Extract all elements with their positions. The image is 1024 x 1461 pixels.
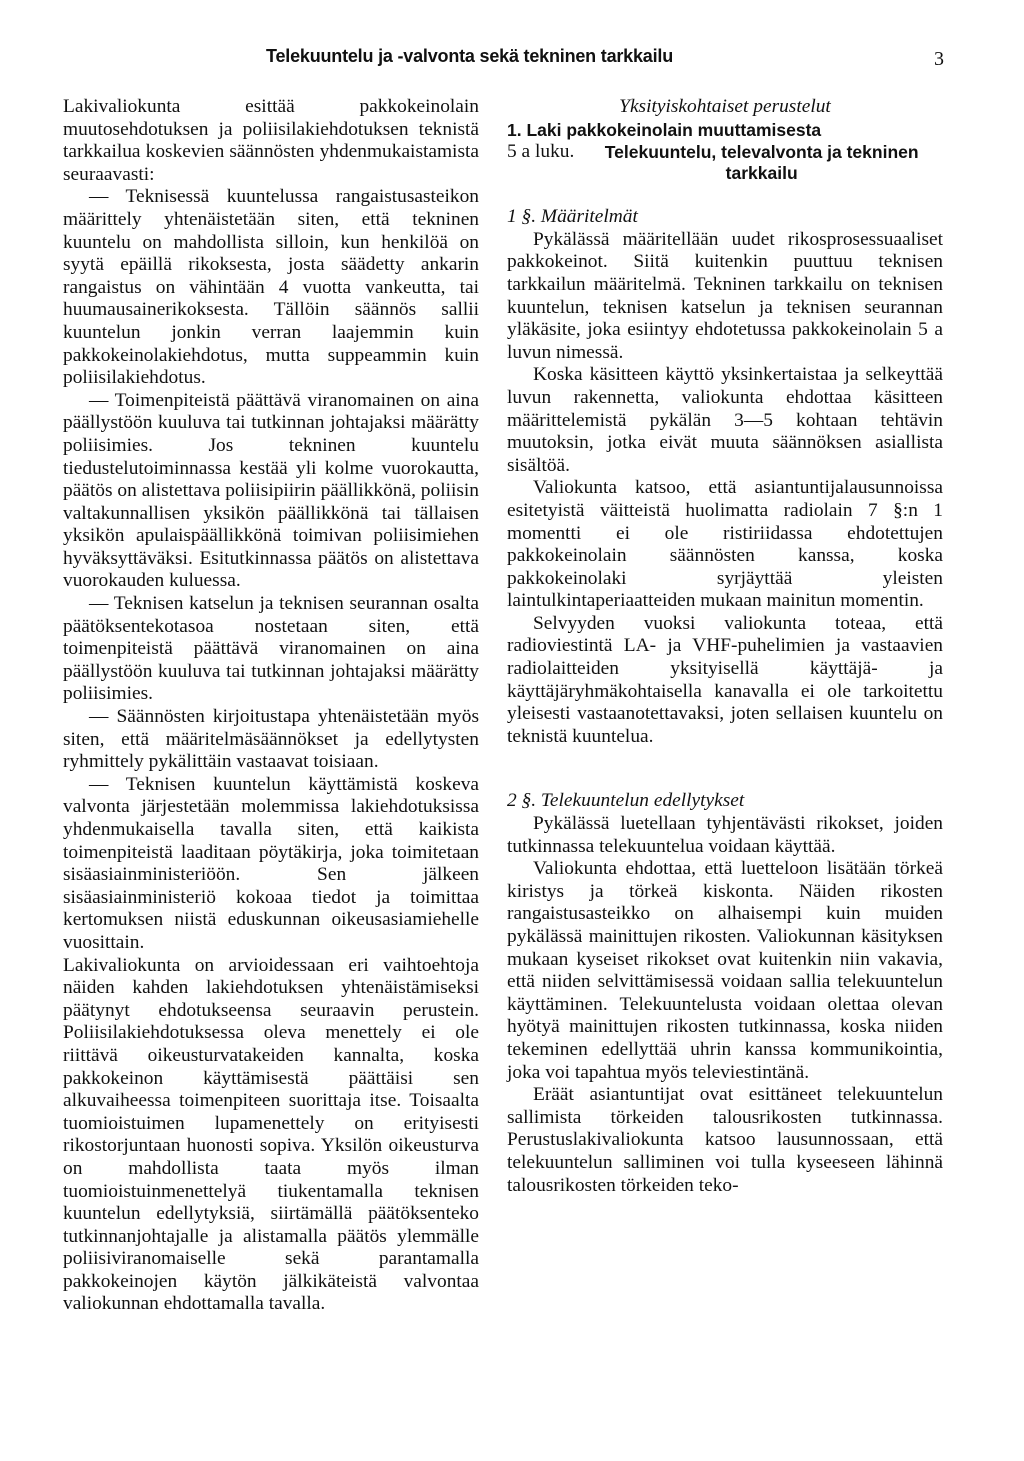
- body-paragraph: Valiokunta ehdottaa, että luetteloon lisätään törkeä kiristys ja törkeä kiskonta. Näiden rikosten rangaistusasteikko on alhaisempi kuin muiden pykälässä mainittujen rikosten. Valiokunnan käsityksen mukaan kyseiset rikokset ovat kuitenkin niin vakavia, että niiden selvittämisessä voidaan sallia telekuuntelun käyttäminen. Telekuuntelusta voidaan olettaa olevan hyötyä mainittujen rikosten tutkinnassa, koska niiden tekeminen edellyttää uhrin kanssa kommunikointia, joka voi tapahtua myös televiestintänä.: [507, 858, 943, 1083]
- page-header: [0, 46, 1024, 72]
- left-column: [63, 96, 479, 1316]
- chapter-number: 5 a luku.: [507, 141, 575, 163]
- body-paragraph: — Teknisessä kuuntelussa rangaistusasteikon määrittely yhtenäistetään siten, että tekninen kuuntelu on mahdollista silloin, kun henkilöä on syytä epäillä rikoksesta, josta säädetty ankarin rangaistus on vähintään 4 vuotta vankeutta, tai huumausainerikoksesta. Tällöin säännös sallii kuuntelun jonkin verran laajemmin kuin pakkokeinolakiehdotus, mutta suppeammin kuin poliisilakiehdotus.: [63, 186, 479, 389]
- body-paragraph: Valiokunta katsoo, että asiantuntijalausunnoissa esitetyistä väitteistä huolimatta radiolain 7 §:n 1 momentti ei ole ristiriidassa ehdotettujen pakkokeinolain säännösten kanssa, koska pakkokeinolaki syrjäyttää yleisten laintulkintaperiaatteiden mukaan mainitun momentin.: [507, 477, 943, 612]
- body-paragraph: — Toimenpiteistä päättävä viranomainen on aina päällystöön kuuluva tai tutkinnan johtajaksi määrätty poliisimies. Jos tekninen kuuntelu tiedustelutoiminnassa kestää yli kolme vuorokautta, päätös on alistettava poliisipiirin päällikkönä, poliisin valtakunnallisen yksikön päällikkönä tai tällaisen yksikön apulaispäällikkönä toimivan poliisimiehen hyväksyttäväksi. Esitutkinnassa päätös on alistettava vuorokauden kuluessa.: [63, 389, 479, 592]
- body-paragraph: — Säännösten kirjoitustapa yhtenäistetään myös siten, että määritelmäsäännökset ja edellytysten ryhmittely pykälittäin vastaavat toisiaan.: [63, 706, 479, 773]
- body-paragraph: — Teknisen katselun ja teknisen seurannan osalta päätöksentekotasoa nostetaan siten, että toimenpiteistä päättävä viranomainen on aina päällystöön kuuluva tai tutkinnan johtajaksi määrätty poliisimies.: [63, 593, 479, 705]
- subheading: Yksityiskohtaiset perustelut: [619, 96, 831, 117]
- running-title: Telekuuntelu ja -valvonta sekä tekninen tarkkailu: [266, 46, 674, 66]
- body-paragraph: Koska käsitteen käyttö yksinkertaistaa ja selkeyttää luvun rakennetta, valiokunta ehdottaa käsitteen määrittelemistä pykälän 3—5 kohtaan tehtävin muutoksin, jotka eivät muuta säännöksen asiallista sisältöä.: [507, 364, 943, 476]
- body-paragraph: Pykälässä luetellaan tyhjentävästi rikokset, joiden tutkinnassa telekuuntelua voidaan käyttää.: [507, 813, 943, 857]
- body-paragraph: Pykälässä määritellään uudet rikosprosessuaaliset pakkokeinot. Siitä kuitenkin puuttuu teknisen tarkkailun määritelmä. Tekninen tarkkailu on teknisen kuuntelun, teknisen katselun ja teknisen seurannan yläkäsite, joka esiintyy ehdotetussa pakkokeinolain 5 a luvun nimessä.: [507, 228, 943, 363]
- section-spacer: [507, 748, 943, 790]
- body-paragraph: Selvyyden vuoksi valiokunta toteaa, että radioviestintä LA- ja VHF-puhelimien ja vastaavien radiolaitteiden yksityisellä käyttäjä- ja käyttäjäryhmäkohtaisella kanavalla ei ole tarkoitettu yleisesti vastaanotettavaksi, joten sellaisen kuuntelu on teknistä kuuntelua.: [507, 612, 943, 747]
- body-paragraph: — Teknisen kuuntelun käyttämistä koskeva valvonta järjestetään molemmissa lakiehdotuksissa yhdenmukaisella tavalla siten, että kaikista toimenpiteistä laaditaan pöytäkirja, joka toimitetaan sisäasiainministeriöön. Sen jälkeen sisäasiainministeriö kokoaa tiedot ja toimittaa kertomuksen niistä eduskunnan oikeusasiamiehelle vuosittain.: [63, 773, 479, 953]
- body-paragraph: Lakivaliokunta on arvioidessaan eri vaihtoehtoja näiden kahden lakiehdotuksen yhtenäistämiseksi päätynyt ehdotukseensa seuraavin perustein. Poliisilakiehdotuksessa oleva menettely ei ole riittävä oikeusturvatakeiden kannalta, koska pakkokeinon käyttämisestä päättäisi sen alkuvaiheessa toimenpiteen suorittaja itse. Toisaalta tuomioistuimen lupamenettely on erityisesti rikostorjuntaan huonosti sopiva. Yksilön oikeusturva on mahdollista taata myös ilman tuomioistuinmenettelyä tiukentamalla teknisen kuuntelun edellytyksiä, siirtämällä päätöksenteko tutkinnanjohtajalle ja alistamalla päätös ylemmälle poliisiviranomaiselle sekä parantamalla pakkokeinojen käytön jälkikäteistä valvontaa valiokunnan ehdottamalla tavalla.: [63, 954, 479, 1315]
- chapter-title: Telekuuntelu, televalvonta ja tekninen tarkkailu: [604, 142, 919, 184]
- section-heading: 2 §. Telekuuntelun edellytykset: [507, 790, 745, 812]
- body-paragraph: Eräät asiantuntijat ovat esittäneet telekuuntelun sallimista törkeiden talousrikosten tutkinnassa. Perustuslakivaliokunta katsoo lausunnossaan, että telekuuntelun salliminen voi tulla kyseeseen lähinnä talousrikosten törkeiden teko-: [507, 1084, 943, 1196]
- chapter-heading: [507, 141, 943, 184]
- body-paragraph: Lakivaliokunta esittää pakkokeinolain muutosehdotuksen ja poliisilakiehdotuksen teknistä tarkkailua koskevien säännösten yhdenmukaistamista seuraavasti:: [63, 96, 479, 185]
- law-heading: 1. Laki pakkokeinolain muuttamisesta: [507, 119, 822, 140]
- section-heading: 1 §. Määritelmät: [507, 206, 638, 228]
- page-number: 3: [934, 48, 944, 70]
- right-column: [507, 96, 943, 1197]
